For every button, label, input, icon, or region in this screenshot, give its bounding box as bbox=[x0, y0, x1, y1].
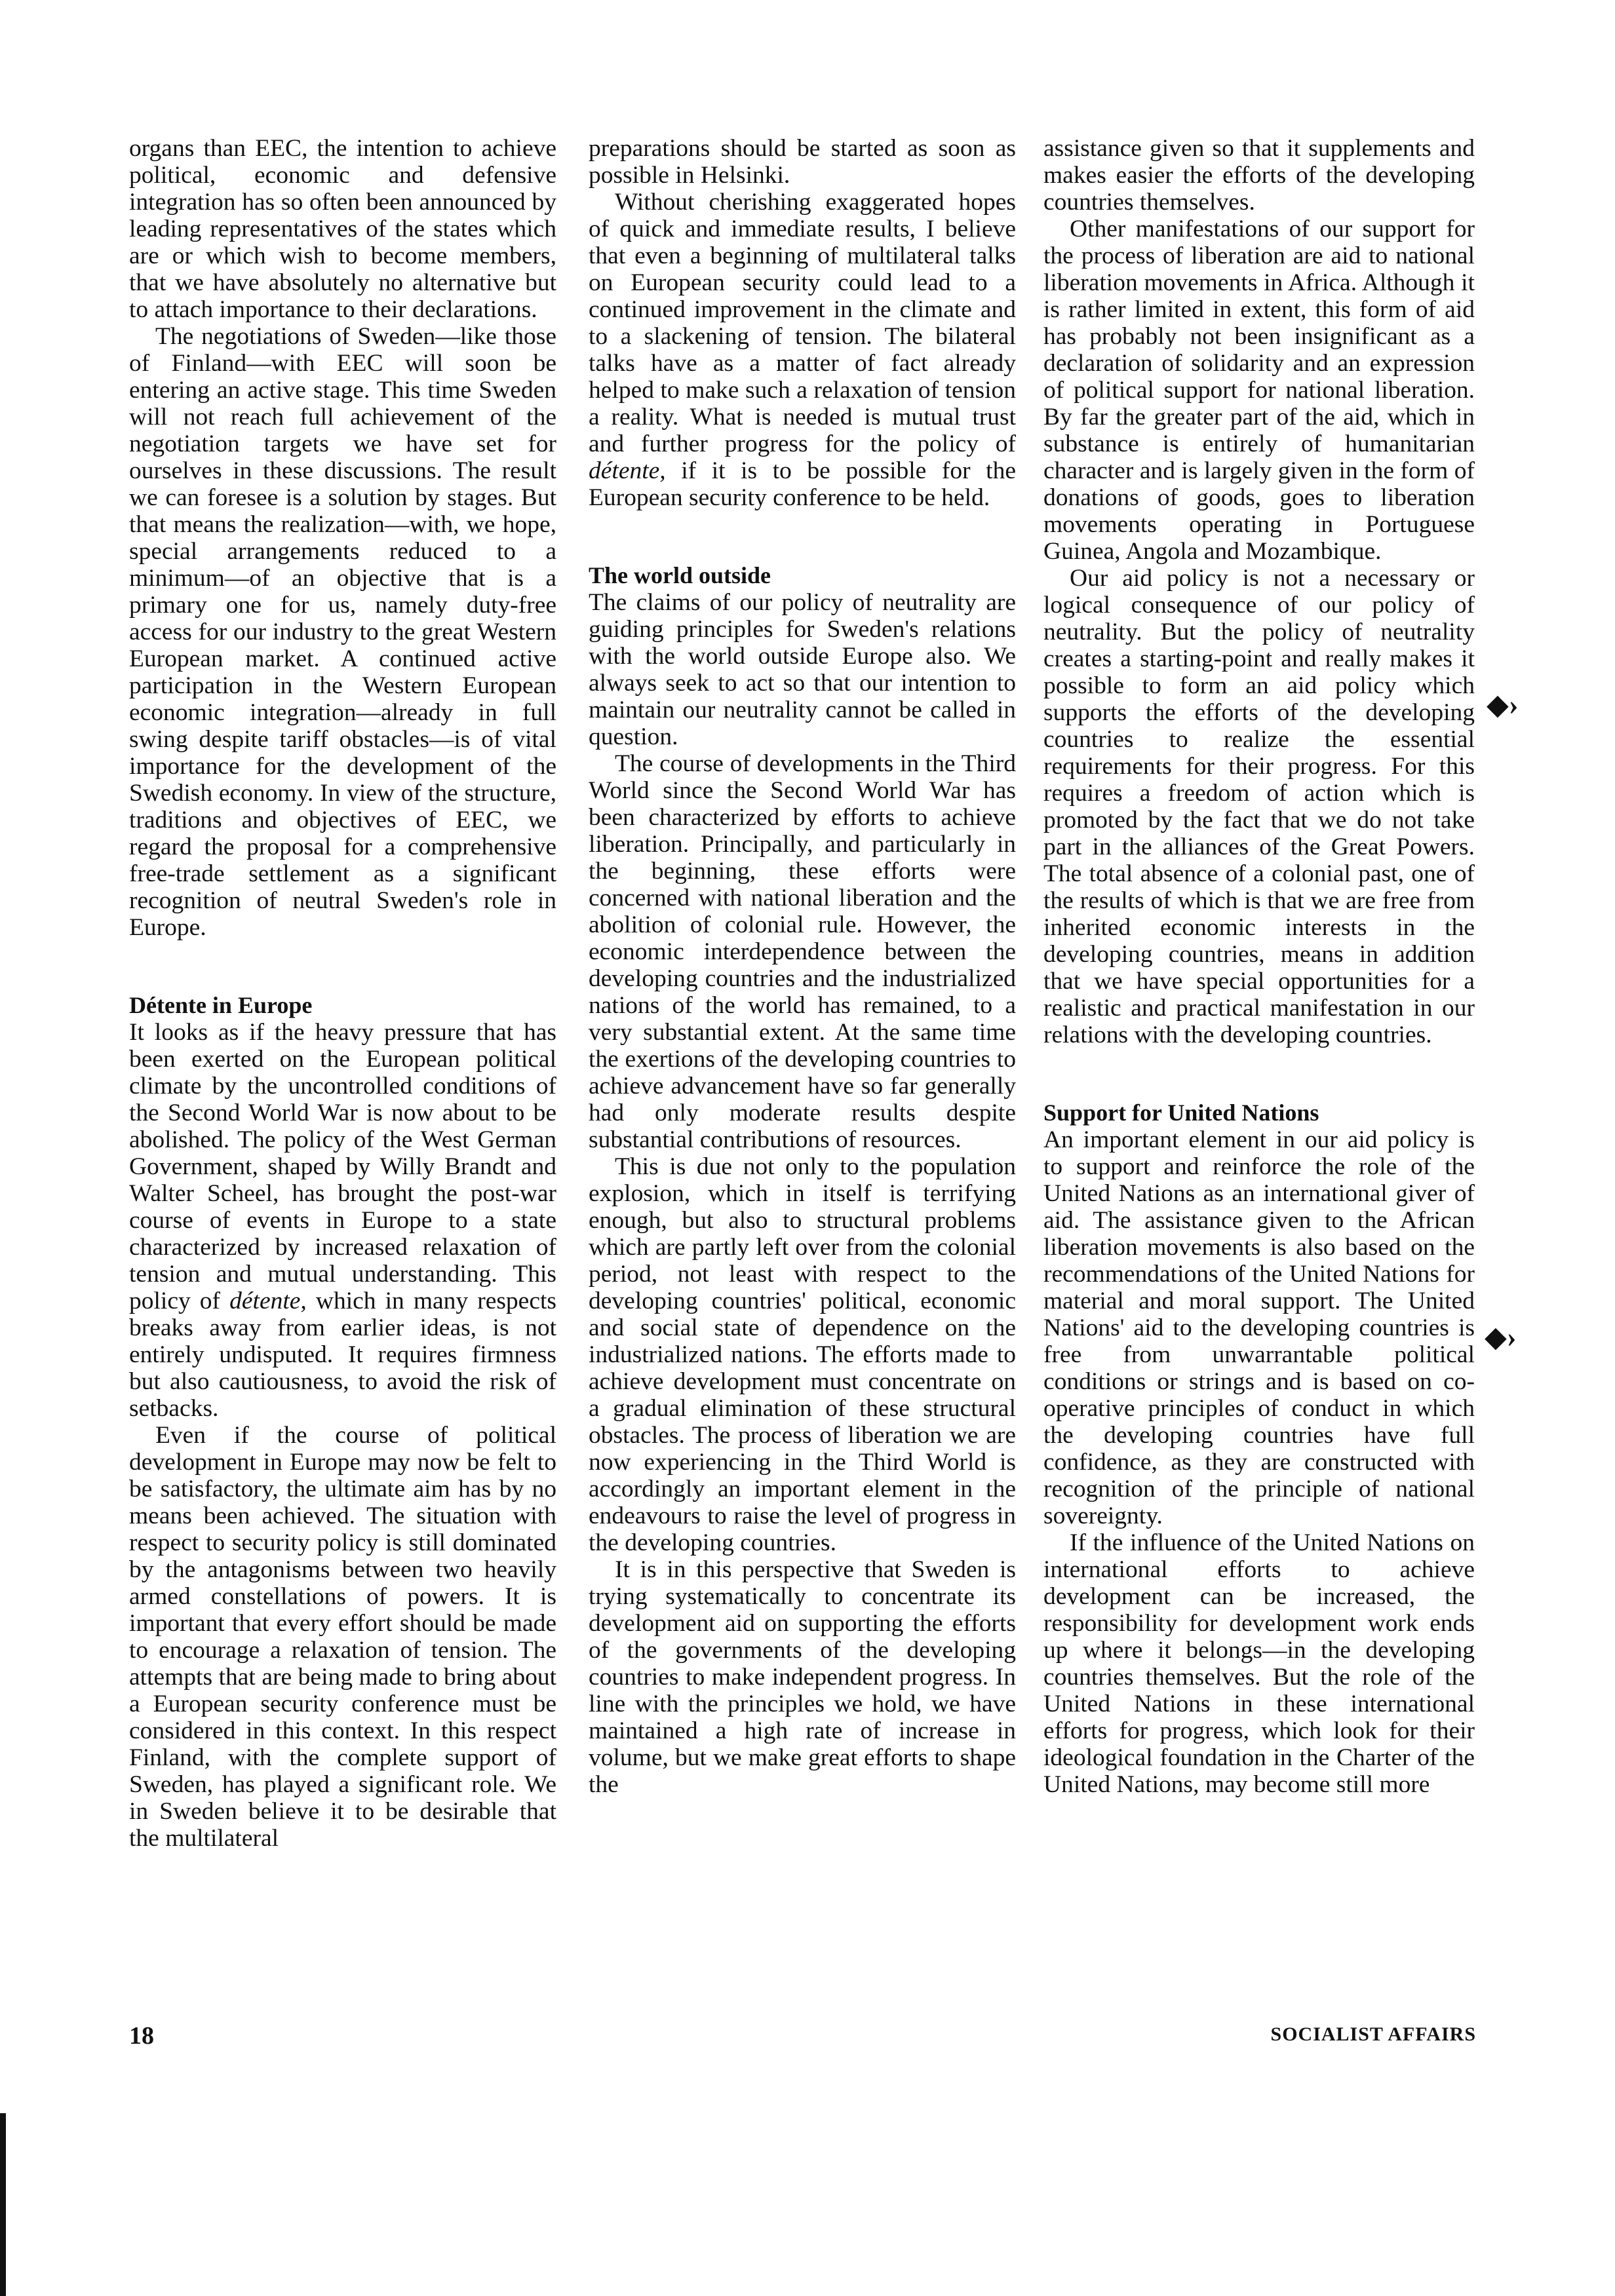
text-run: It is in this perspective that Sweden is trying systematically to concentrate its development aid on supporting the efforts of the governments of the developing countries to make independent progress. In line with the principles we hold, we have maintained a high rate of increase in volume, but we make great efforts to shape the bbox=[589, 1556, 1016, 1798]
text-run: assistance given so that it supplements and makes easier the efforts of the developing countries themselves. bbox=[1043, 135, 1475, 216]
section-heading bbox=[1043, 1100, 1475, 1126]
text-run: if it is to be possible for the European security conference to be held. bbox=[589, 457, 1016, 511]
paragraph bbox=[589, 589, 1016, 750]
running-title: SOCIALIST AFFAIRS bbox=[1270, 2023, 1476, 2045]
text-run: The claims of our policy of neutrality are guiding principles for Sweden's relations with the world outside Europe also. We always seek to act so that our intention to maintain our neutrality cannot be called in question. bbox=[589, 589, 1016, 750]
paragraph bbox=[129, 323, 556, 941]
text-run: The negotiations of Sweden—like those of Finland—with EEC will soon be entering an active stage. This time Sweden will not reach full achievement of the negotiation targets we have set for ourselves in these discussions. The result we can foresee is a solution by stages. But that means the realization—with, we hope, special arrangements reduced to a minimum—of an objective that is a primary one for us, namely duty-free access for our industry to the great Western European market. A continued active participation in the Western European economic integration—already in full swing despite tariff obstacles—is of vital importance for the development of the Swedish economy. In view of the structure, traditions and objectives of EEC, we regard the proposal for a comprehensive free-trade settlement as a significant recognition of neutral Sweden's role in Europe. bbox=[129, 323, 556, 941]
paragraph bbox=[1043, 135, 1475, 216]
page-number: 18 bbox=[129, 2022, 154, 2050]
text-run: The course of developments in the Third World since the Second World War has been characterized by efforts to achieve liberation. Principally, and particularly in the beginning, these efforts were concerned with national liberation and the abolition of colonial rule. However, the economic interdependence between the developing countries and the industrialized nations of the world has remained, to a very substantial extent. At the same time the exertions of the developing countries to achieve advancement have so far generally had only moderate results despite substantial contributions of resources. bbox=[589, 750, 1016, 1153]
margin-mark-icon: ◆› bbox=[1487, 689, 1519, 721]
text-run: preparations should be started as soon as possible in Helsinki. bbox=[589, 135, 1016, 189]
paragraph bbox=[129, 1422, 556, 1852]
paragraph bbox=[589, 1153, 1016, 1556]
text-run: Even if the course of political development in Europe may now be felt to be satisfactory, the ultimate aim has by no means been achieved. The situation with respect to security policy is still dominated by the antagonisms between two heavily armed constellations of powers. It is important that every effort should be made to encourage a relaxation of tension. The attempts that are being made to bring about a European security conference must be considered in this context. In this respect Finland, with the complete support of Sweden, has played a significant role. We in Sweden believe it to be desirable that the multilateral bbox=[129, 1422, 556, 1852]
text-run: This is due not only to the population explosion, which in itself is terrifying enough, but also to structural problems which are partly left over from the colonial period, not least with respect to the developing countries' political, economic and social state of dependence on the industrialized nations. The efforts made to achieve development must concentrate on a gradual elimination of these structural obstacles. The process of liberation we are now experiencing in the Third World is accordingly an important element in the endeavours to raise the level of progress in the developing countries. bbox=[589, 1153, 1016, 1556]
section-heading bbox=[589, 562, 1016, 589]
paragraph bbox=[129, 1019, 556, 1422]
text-run: Without cherishing exaggerated hopes of quick and immediate results, I believe that even a beginning of multilateral talks on European security could lead to a continued improvement in the climate and to a slackening of tension. The bilateral talks have as a matter of fact already helped to make such a relaxation of tension a reality. What is needed is mutual trust and further progress for the policy of bbox=[589, 189, 1016, 457]
text-run: If the influence of the United Nations on international efforts to achieve development can be increased, the responsibility for development work ends up where it belongs—in the developing countries themselves. But the role of the United Nations in these international efforts for progress, which look for their ideological foundation in the Charter of the United Nations, may become still more bbox=[1043, 1529, 1475, 1798]
paragraph bbox=[1043, 565, 1475, 1048]
section-heading bbox=[129, 992, 556, 1019]
text-run: organs than EEC, the intention to achieve political, economic and defensive integration has so often been announced by leading representatives of the states which are or which wish to become members, that we have absolutely no alternative but to attach importance to their declarations. bbox=[129, 135, 556, 323]
text-run: The world outside bbox=[589, 562, 771, 588]
margin-mark-icon: ◆› bbox=[1485, 1321, 1517, 1353]
text-run: Other manifestations of our support for the process of liberation are aid to national liberation movements in Africa. Although it is rather limited in extent, this form of aid has probably not been insignificant as a declaration of solidarity and an expression of political support for national liberation. By far the greater part of the aid, which in substance is entirely of humanitarian character and is largely given in the form of donations of goods, goes to liberation movements operating in Portuguese Guinea, Angola and Mozambique. bbox=[1043, 216, 1475, 565]
paragraph bbox=[589, 189, 1016, 511]
italic-text-run: détente, bbox=[589, 457, 666, 484]
text-run: Our aid policy is not a necessary or logical consequence of our policy of neutrality. But the policy of neutrality creates a starting-point and really makes it possible to form an aid policy which supports the efforts of the developing countries to realize the essential requirements for their progress. For this requires a freedom of action which is promoted by the fact that we do not take part in the alliances of the Great Powers. The total absence of a colonial past, one of the results of which is that we are free from inherited economic interests in the developing countries, means in addition that we have special opportunities for a realistic and practical manifestation in our relations with the developing countries. bbox=[1043, 565, 1475, 1048]
text-run: which in many respects breaks away from earlier ideas, is not entirely undisputed. It requires firmness but also cautiousness, to avoid the risk of setbacks. bbox=[129, 1288, 556, 1422]
paragraph bbox=[1043, 1126, 1475, 1529]
paragraph bbox=[589, 1556, 1016, 1798]
paragraph bbox=[129, 135, 556, 323]
text-column-2 bbox=[589, 135, 1016, 1798]
text-run: An important element in our aid policy is to support and reinforce the role of the United Nations as an international giver of aid. The assistance given to the African liberation movements is also based on the recommendations of the United Nations for material and moral support. The United Nations' aid to the developing countries is free from unwarrantable political conditions or strings and is based on co-operative principles of conduct in which the developing countries have full confidence, as they are constructed with recognition of the principle of national sovereignty. bbox=[1043, 1126, 1475, 1529]
text-column-1 bbox=[129, 135, 556, 1852]
paragraph bbox=[589, 750, 1016, 1153]
italic-text-run: détente, bbox=[229, 1288, 307, 1314]
text-run: Détente in Europe bbox=[129, 992, 313, 1018]
paragraph bbox=[1043, 1529, 1475, 1798]
paragraph bbox=[1043, 216, 1475, 565]
text-run: Support for United Nations bbox=[1043, 1100, 1319, 1126]
text-run: It looks as if the heavy pressure that has been exerted on the European political climate by the uncontrolled conditions of the Second World War is now about to be abolished. The policy of the West German Government, shaped by Willy Brandt and Walter Scheel, has brought the post-war course of events in Europe to a state characterized by increased relaxation of tension and mutual understanding. This policy of bbox=[129, 1019, 556, 1314]
paragraph bbox=[589, 135, 1016, 189]
scan-edge-bar bbox=[0, 2113, 6, 2296]
text-column-3 bbox=[1043, 135, 1475, 1798]
